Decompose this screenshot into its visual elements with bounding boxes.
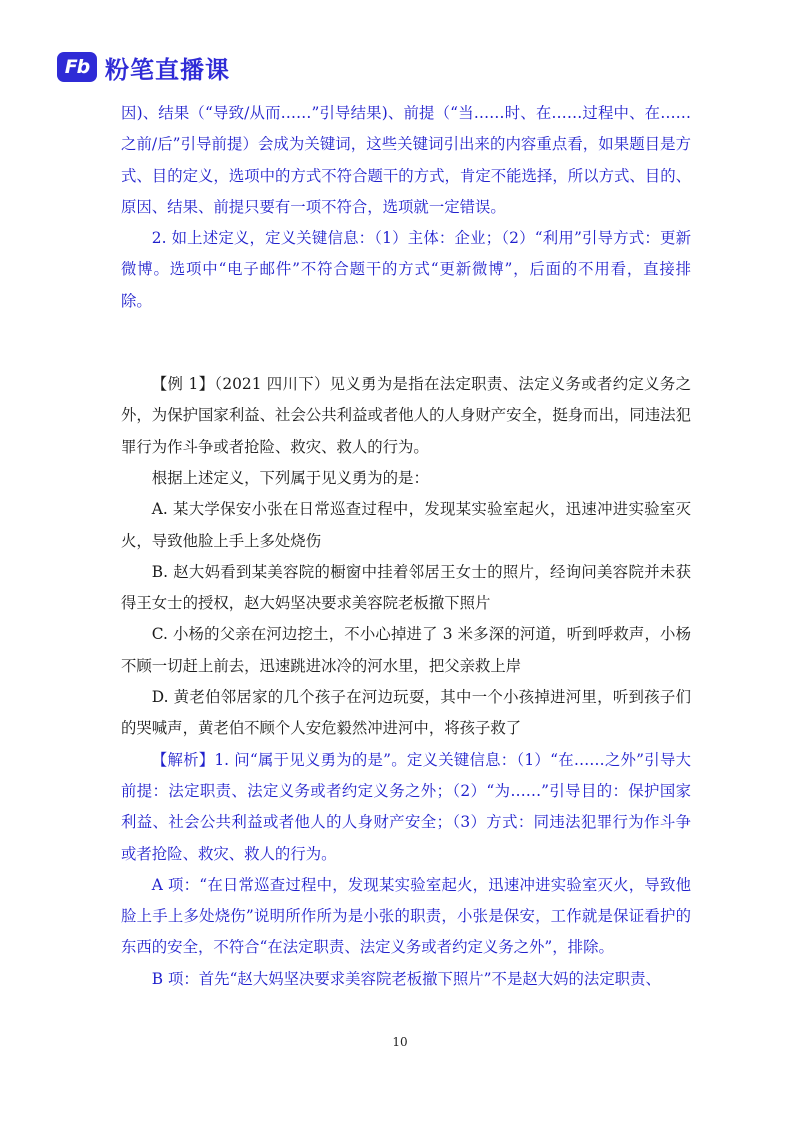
analysis-point-1 (121, 745, 691, 870)
document-body (121, 98, 691, 995)
page-number: 10 (392, 1035, 408, 1049)
option-b: B. 赵大妈看到某美容院的橱窗中挂着邻居王女士的照片，经询问美容院并未获得王女士的授权，赵大妈坚决要求美容院老板撤下照片 (121, 562, 691, 613)
paragraph-gap (121, 317, 691, 369)
example-question: 根据上述定义，下列属于见义勇为的是： (151, 468, 429, 487)
example-tag: 【例 1】 (151, 375, 215, 394)
brand-name: 粉笔直播课 (105, 55, 230, 84)
option-c: C. 小杨的父亲在河边挖土，不小心掉进了 3 米多深的河道，听到呼救声，小杨不顾一切赶上前去，迅速跳进冰冷的河水里，把父亲救上岸 (121, 625, 691, 675)
analysis-option-a: A 项：“在日常巡查过程中，发现某实验室起火，迅速冲进实验室灭火，导致他脸上手上多处烧伤”说明所作所为是小张的职责，小张是保安，工作就是保证看护的东西的安全，不符合“在法定职责、法定义务或者约定义务之外”，排除。 (121, 875, 691, 957)
example-stem-text: （2021 四川下）见义勇为是指在法定职责、法定义务或者约定义务之外，为保护国家利益、社会公共利益或者他人的人身财产安全，挺身而出，同违法犯罪行为作斗争或者抢险、救灾、救人的行为。 (121, 375, 691, 456)
brand-header (57, 50, 230, 84)
brand-logo-icon: Fb (57, 52, 97, 82)
analysis-continued-paragraph: 因)、结果（“导致/从而……”引导结果)、前提（“当……时、在……过程中、在……之前/后”引导前提）会成为关键词，这些关键词引出来的内容重点看，如果题目是方式、目的定义，选项中的方式不符合题干的方式，肯定不能选择，所以方式、目的、原因、结果、前提只要有一项不符合，选项就一定错误。 (121, 104, 691, 216)
analysis-point-1-text: 1. 问“属于见义勇为的是”。定义关键信息：（1）“在……之外”引导大前提：法定职责、法定义务或者约定义务之外；（2）“为……”引导目的：保护国家利益、社会公共利益或者他人的人身财产安全；（3）方式：同违法犯罪行为作斗争或者抢险、救灾、救人的行为。 (121, 750, 691, 863)
analysis-tag: 【解析】 (151, 750, 215, 769)
analysis-option-b: B 项：首先“赵大妈坚决要求美容院老板撤下照片”不是赵大妈的法定职责、 (151, 969, 661, 988)
example-stem (121, 369, 691, 463)
option-a: A. 某大学保安小张在日常巡查过程中，发现某实验室起火，迅速冲进实验室灭火，导致他脸上手上多处烧伤 (121, 500, 691, 550)
analysis-point-2: 2. 如上述定义，定义关键信息：（1）主体：企业；（2）“利用”引导方式：更新微博。选项中“电子邮件”不符合题干的方式“更新微博”，后面的不用看，直接排除。 (121, 229, 691, 310)
option-d: D. 黄老伯邻居家的几个孩子在河边玩耍，其中一个小孩掉进河里，听到孩子们的哭喊声，黄老伯不顾个人安危毅然冲进河中，将孩子救了 (121, 688, 691, 738)
